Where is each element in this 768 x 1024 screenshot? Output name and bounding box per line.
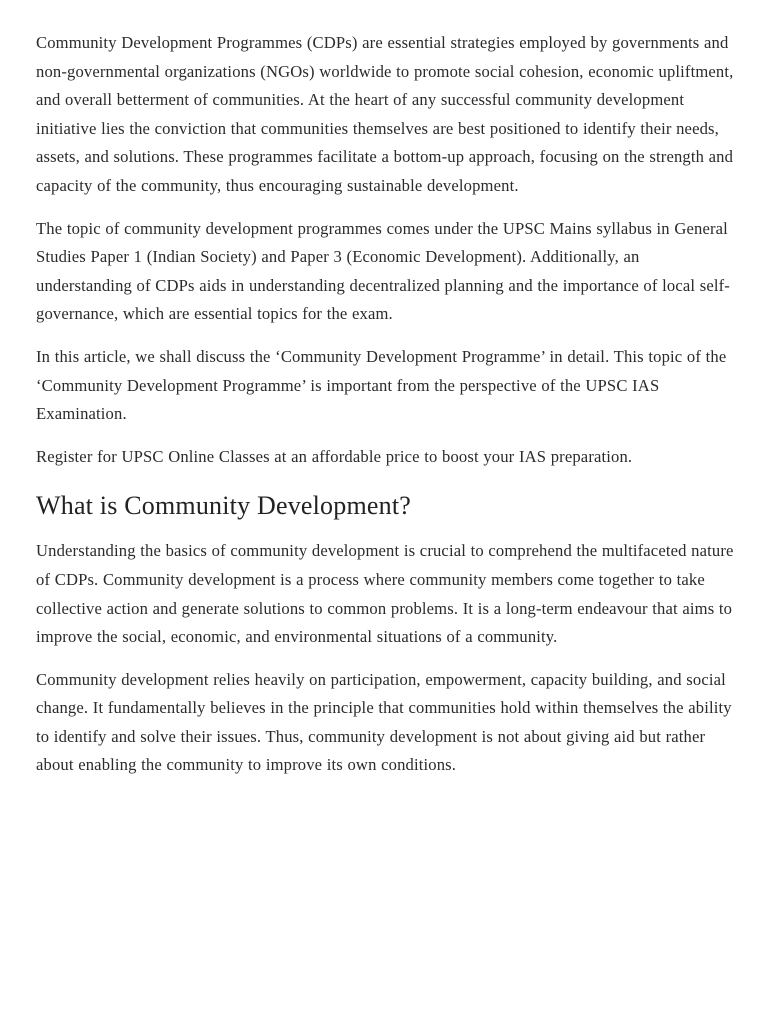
section-heading: What is Community Development? [36,491,411,521]
section-paragraph-1: Understanding the basics of community development is crucial to comprehend the multifaceted nature of CDPs. Community development is a process where community members come together to take collective action and generate solutions to common problems. It is a long-term endeavour that aims to improve the social, economic, and environmental situations of a community. [36,541,734,647]
intro-paragraph-2: The topic of community development programmes comes under the UPSC Mains syllabus in General Studies Paper 1 (Indian Society) and Paper 3 (Economic Development). Additionally, an understanding of CDPs aids in understanding decentralized planning and the importance of local self-governance, which are essential topics for the exam. [36,218,730,324]
intro-paragraph-3: In this article, we shall discuss the ‘Community Development Programme’ in detail. This topic of the ‘Community Development Programme’ is important from the perspective of the UPSC IAS Examination. [36,346,727,424]
register-paragraph: Register for UPSC Online Classes at an affordable price to boost your IAS preparation. [36,446,633,466]
article-body [36,29,736,794]
intro-paragraph-1: Community Development Programmes (CDPs) are essential strategies employed by governments and non-governmental organizations (NGOs) worldwide to promote social cohesion, economic upliftment, and overall betterment of communities. At the heart of any successful community development initiative lies the conviction that communities themselves are best positioned to identify their needs, assets, and solutions. These programmes facilitate a bottom-up approach, focusing on the strength and capacity of the community, thus encouraging sustainable development. [36,33,734,195]
section-paragraph-2: Community development relies heavily on participation, empowerment, capacity building, and social change. It fundamentally believes in the principle that communities hold within themselves the ability to identify and solve their issues. Thus, community development is not about giving aid but rather about enabling the community to improve its own conditions. [36,669,732,775]
